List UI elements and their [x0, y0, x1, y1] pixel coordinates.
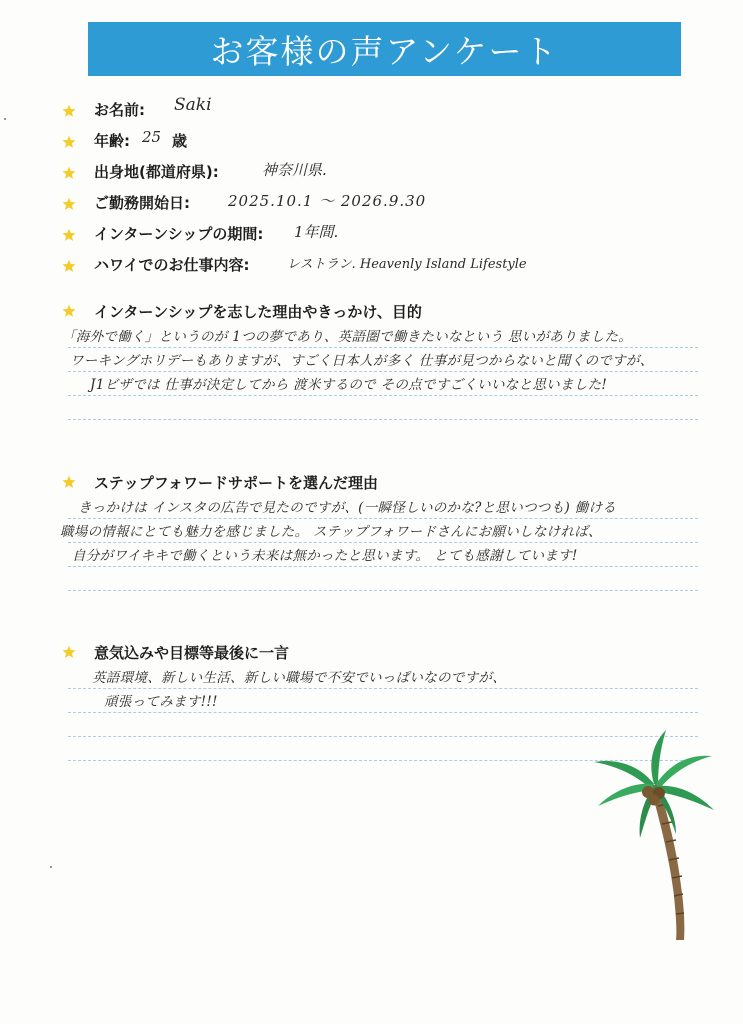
profile-row-name — [62, 96, 702, 127]
star-bullet-icon — [62, 304, 76, 318]
answer-line: 職場の情報にとても魅力を感じました。 ステップフォワードさんにお願いしなければ、 — [60, 524, 602, 540]
profile-block — [62, 96, 702, 282]
section-reason — [62, 301, 702, 427]
answer-line: 「海外で働く」というのが 1つの夢であり、英語圏で働きたいなという 思いがありました。 — [62, 329, 633, 345]
job-value: レストラン. Heavenly Island Lifestyle — [287, 257, 527, 272]
section-title: 意気込みや目標等最後に一言 — [94, 644, 290, 662]
ruled-line — [68, 566, 698, 567]
section-heading — [62, 642, 702, 668]
answer-line: ワーキングホリデーもありますが、すごく日本人が多く 仕事が見つからないと聞くのですが、 — [70, 353, 654, 369]
scan-speck — [4, 118, 6, 120]
answer-line: 頑張ってみます!!! — [104, 694, 218, 710]
period-value: 1年間. — [294, 223, 339, 241]
start-date-label: ご勤務開始日: — [94, 194, 190, 212]
section-heading — [62, 472, 702, 498]
profile-row-hometown — [62, 158, 702, 189]
profile-row-start-date — [62, 189, 702, 220]
survey-header-banner — [88, 22, 681, 76]
period-label: インターンシップの期間: — [94, 225, 264, 243]
star-bullet-icon — [62, 475, 76, 489]
hometown-label: 出身地(都道府県): — [94, 163, 219, 181]
ruled-line — [68, 590, 698, 591]
hometown-value: 神奈川県. — [262, 161, 327, 179]
ruled-line — [68, 419, 698, 420]
answer-line: 自分がワイキキで働くという未来は無かったと思います。 とても感謝しています! — [72, 548, 578, 564]
star-bullet-icon — [62, 166, 76, 180]
age-suffix: 歳 — [172, 132, 188, 150]
section-title: ステップフォワードサポートを選んだ理由 — [94, 474, 378, 492]
section-why-stepforward — [62, 472, 702, 598]
star-bullet-icon — [62, 135, 76, 149]
profile-row-job — [62, 251, 702, 282]
profile-row-age — [62, 127, 702, 158]
star-bullet-icon — [62, 645, 76, 659]
star-bullet-icon — [62, 104, 76, 118]
ruled-line — [68, 395, 698, 396]
answer-area — [62, 327, 698, 427]
name-value: Saki — [174, 95, 212, 115]
page-title: お客様の声アンケート — [210, 31, 559, 71]
ruled-line — [68, 347, 698, 348]
answer-line: きっかけは インスタの広告で見たのですが、(一瞬怪しいのかな?と思いつつも) 働ける — [78, 500, 617, 516]
scan-speck — [50, 866, 52, 868]
star-bullet-icon — [62, 259, 76, 273]
job-label: ハワイでのお仕事内容: — [94, 256, 250, 274]
ruled-line — [68, 542, 698, 543]
age-label: 年齢: — [94, 132, 130, 150]
answer-line: 英語環境、新しい生活、新しい職場で不安でいっぱいなのですが、 — [92, 670, 506, 686]
answer-line: J1ビザでは 仕事が決定してから 渡米するので その点ですごくいいなと思いました! — [90, 377, 608, 393]
name-label: お名前: — [94, 101, 145, 119]
star-bullet-icon — [62, 228, 76, 242]
section-heading — [62, 301, 702, 327]
palm-tree-icon — [588, 726, 718, 944]
ruled-line — [68, 518, 698, 519]
ruled-line — [68, 688, 698, 689]
star-bullet-icon — [62, 197, 76, 211]
age-value: 25 — [142, 128, 162, 146]
ruled-line — [68, 371, 698, 372]
answer-area — [60, 498, 698, 598]
profile-row-period — [62, 220, 702, 251]
ruled-line — [68, 712, 698, 713]
section-title: インターンシップを志した理由やきっかけ、目的 — [94, 303, 422, 321]
start-date-value: 2025.10.1 ～ 2026.9.30 — [228, 192, 427, 210]
